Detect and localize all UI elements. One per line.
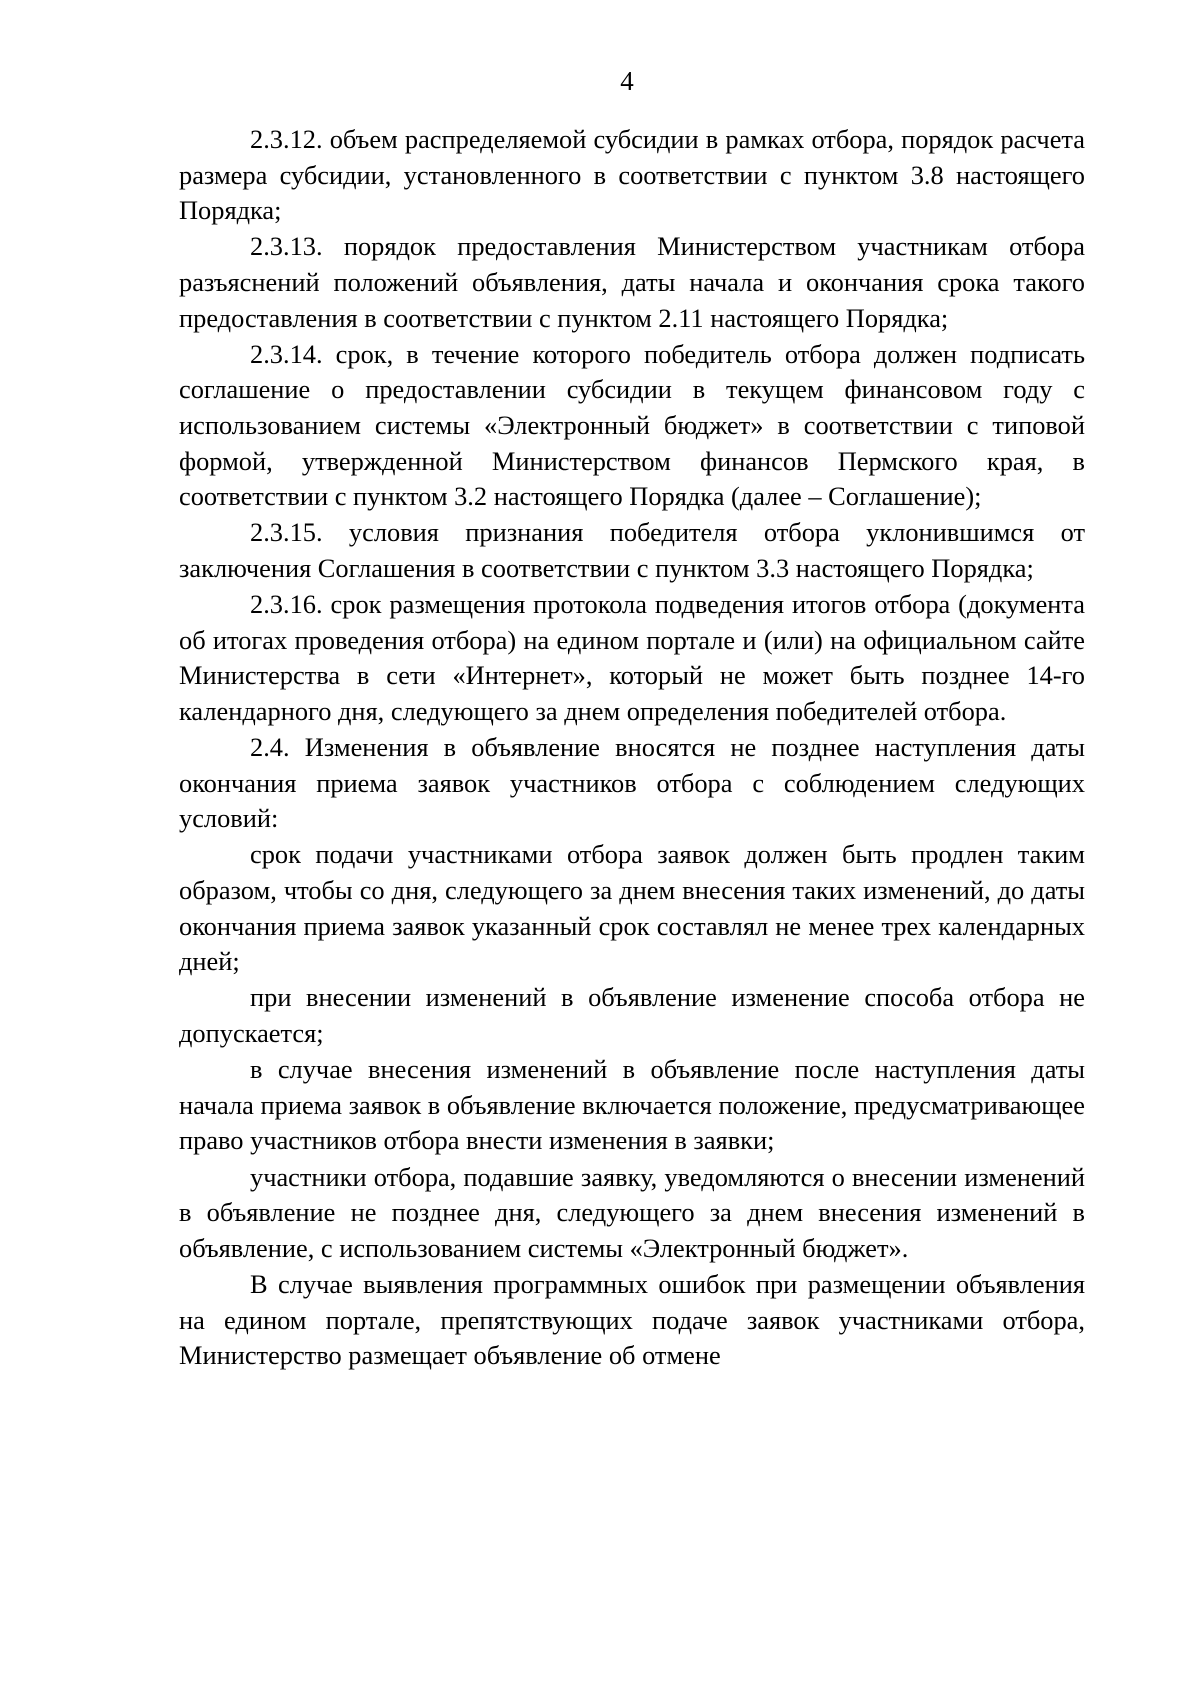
- paragraph-2-3-15: 2.3.15. условия признания победителя отбора уклонившимся от заключения Соглашения в соответствии с пунктом 3.3 настоящего Порядка;: [179, 517, 1085, 583]
- paragraph-2-3-14: 2.3.14. срок, в течение которого победитель отбора должен подписать соглашение о предоставлении субсидии в текущем финансовом году с использованием системы «Электронный бюджет» в соответствии с типовой формой, утвержденной Министерством финансов Пермского края, в соответствии с пунктом 3.2 настоящего Порядка (далее – Соглашение);: [179, 338, 1085, 512]
- page-number: 4: [620, 66, 634, 96]
- paragraph-2-3-13: 2.3.13. порядок предоставления Министерством участникам отбора разъяснений положений объявления, даты начала и окончания срока такого предоставления в соответствии с пунктом 2.11 настоящего Порядка;: [179, 231, 1085, 333]
- paragraph-2-4: 2.4. Изменения в объявление вносятся не позднее наступления даты окончания приема заявок участников отбора с соблюдением следующих условий:: [179, 732, 1085, 834]
- paragraph-condition-notification: участники отбора, подавшие заявку, уведомляются о внесении изменений в объявление не позднее дня, следующего за днем внесения изменений в объявление, с использованием системы «Электронный бюджет».: [179, 1161, 1085, 1263]
- paragraph-condition-amendments: в случае внесения изменений в объявление после наступления даты начала приема заявок в объявление включается положение, предусматривающее право участников отбора внести изменения в заявки;: [179, 1054, 1085, 1156]
- paragraph-software-errors: В случае выявления программных ошибок при размещении объявления на едином портале, препятствующих подаче заявок участниками отбора, Министерство размещает объявление об отмене: [179, 1268, 1085, 1371]
- paragraph-2-3-16: 2.3.16. срок размещения протокола подведения итогов отбора (документа об итогах проведения отбора) на едином портале и (или) на официальном сайте Министерства в сети «Интернет», который не может быть позднее 14-го календарного дня, следующего за днем определения победителей отбора.: [179, 589, 1085, 726]
- document-body: [179, 122, 1085, 1374]
- paragraph-condition-deadline: срок подачи участниками отбора заявок должен быть продлен таким образом, чтобы со дня, следующего за днем внесения таких изменений, до даты окончания приема заявок указанный срок составлял не менее трех календарных дней;: [179, 839, 1085, 977]
- paragraph-condition-method: при внесении изменений в объявление изменение способа отбора не допускается;: [179, 982, 1085, 1048]
- paragraph-2-3-12: 2.3.12. объем распределяемой субсидии в рамках отбора, порядок расчета размера субсидии, установленного в соответствии с пунктом 3.8 настоящего Порядка;: [179, 124, 1085, 226]
